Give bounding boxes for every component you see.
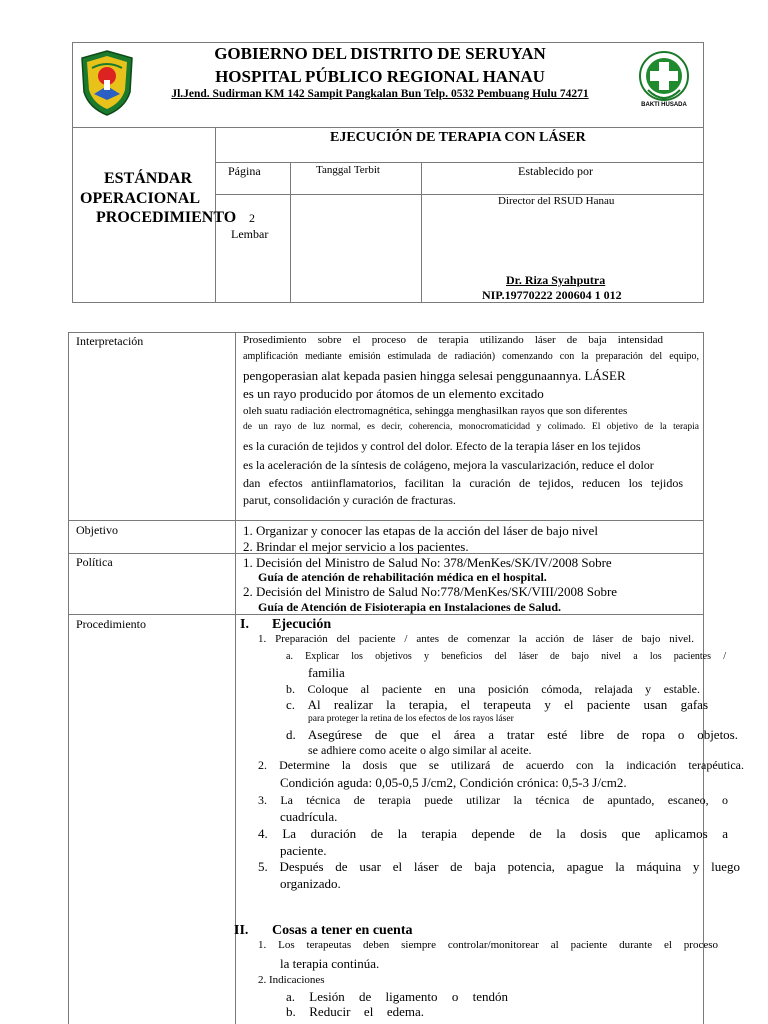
bakti-husada-logo-icon	[638, 50, 690, 116]
procedure-substep: a. Explicar los objetivos y beneficios del láser de bajo nivel a los pacientes /	[286, 651, 726, 662]
document-title: EJECUCIÓN DE TERAPIA CON LÁSER	[330, 130, 586, 145]
logo-caption: BAKTI HUSADA	[641, 102, 687, 108]
procedure-substep: d. Asegúrese de que el área a tratar esté libre de ropa o objetos.	[286, 727, 738, 742]
procedure-substep-cont: se adhiere como aceite o algo similar al aceite.	[308, 743, 532, 757]
header-address: Jl.Jend. Sudirman KM 142 Sampit Pangkalan Bun Telp. 0532 Pembuang Hulu 74271	[171, 88, 589, 100]
interpretation-line: es un rayo producido por átomos de un elemento excitado	[243, 386, 544, 401]
policy-item-detail: Guía de Atención de Fisioterapia en Instalaciones de Salud.	[258, 600, 562, 614]
interpretation-line: Prosedimiento sobre el proceso de terapia utilizando láser de baja intensidad	[243, 334, 663, 346]
header-title-1: GOBIERNO DEL DISTRITO DE SERUYAN	[214, 44, 546, 63]
indication-item: a. Lesión de ligamento o tendón	[286, 989, 508, 1004]
pages-number: 2	[249, 211, 255, 225]
section-2-number: II.	[234, 923, 249, 938]
interpretation-line: oleh suatu radiación electromagnética, sehingga menghasilkan rayos que son diferentes	[243, 405, 628, 417]
procedure-step-cont: organizado.	[280, 876, 341, 891]
procedure-step-cont: Condición aguda: 0,05-0,5 J/cm2, Condición crónica: 0,5-3 J/cm2.	[280, 775, 627, 790]
procedure-step: 1. Preparación del paciente / antes de comenzar la acción de láser de bajo nivel.	[258, 633, 694, 645]
procedure-step: 3. La técnica de terapia puede utilizar la técnica de apuntado, escaneo, o	[258, 793, 728, 807]
column-established: Establecido por	[518, 164, 593, 178]
consideration-item: 2. Indicaciones	[258, 974, 325, 986]
policy-label: Política	[76, 555, 113, 569]
header-title-2: HOSPITAL PÚBLICO REGIONAL HANAU	[215, 67, 545, 86]
interpretation-line: de un rayo de luz normal, es decir, coherencia, monocromaticidad y colimado. El objetivo de la terapia	[243, 422, 699, 432]
procedure-substep-cont: familia	[308, 665, 345, 680]
policy-item-detail: Guía de atención de rehabilitación médica en el hospital.	[258, 570, 547, 584]
signer-name: Dr. Riza Syahputra	[506, 273, 606, 287]
sop-label-line2: OPERACIONAL	[80, 190, 201, 207]
procedure-step: 5. Después de usar el láser de baja potencia, apague la máquina y luego	[258, 859, 740, 874]
objective-item: 1. Organizar y conocer las etapas de la acción del láser de bajo nivel	[243, 523, 598, 538]
section-1-number: I.	[240, 617, 249, 632]
procedure-substep: c. Al realizar la terapia, el terapeuta y el paciente usan gafas	[286, 697, 708, 712]
procedure-step-cont: paciente.	[280, 843, 327, 858]
director-title: Director del RSUD Hanau	[498, 195, 615, 207]
interpretation-label: Interpretación	[76, 334, 144, 348]
procedure-substep: b. Coloque al paciente en una posición cómoda, relajada y estable.	[286, 682, 700, 696]
objective-label: Objetivo	[76, 523, 118, 537]
regency-emblem-icon	[80, 50, 134, 116]
sop-label-line1: ESTÁNDAR	[104, 170, 193, 187]
policy-item: 2. Decisión del Ministro de Salud No:778/MenKes/SK/VIII/2008 Sobre	[243, 584, 618, 599]
consideration-item: 1. Los terapeutas deben siempre controlar/monitorear al paciente durante el proceso	[258, 939, 718, 951]
interpretation-line: es la curación de tejidos y control del dolor. Efecto de la terapia láser en los tejidos	[243, 439, 641, 453]
interpretation-line: es la aceleración de la síntesis de colágeno, mejora la vascularización, reduce el dolor	[243, 458, 654, 472]
section-2-title: Cosas a tener en cuenta	[272, 923, 413, 938]
procedure-step: 2. Determine la dosis que se utilizará de acuerdo con la indicación terapéutica.	[258, 758, 744, 772]
column-date: Tanggal Terbit	[316, 164, 380, 176]
signer-nip: NIP.19770222 200604 1 012	[482, 288, 622, 302]
procedure-step: 4. La duración de la terapia depende de la dosis que aplicamos a	[258, 826, 728, 841]
procedure-label: Procedimiento	[76, 617, 146, 631]
column-page: Página	[228, 164, 261, 178]
interpretation-line: parut, consolidación y curación de fracturas.	[243, 493, 456, 507]
objective-item: 2. Brindar el mejor servicio a los pacientes.	[243, 539, 469, 554]
procedure-substep-cont: para proteger la retina de los efectos de los rayos láser	[308, 714, 514, 724]
pages-unit: Lembar	[231, 227, 269, 241]
interpretation-line: amplificación mediante emisión estimulada de radiación) comenzando con la preparación del equipo,	[243, 351, 699, 362]
interpretation-line: pengoperasian alat kepada pasien hingga selesai penggunaannya. LÁSER	[243, 368, 626, 383]
procedure-step-cont: cuadrícula.	[280, 809, 338, 824]
sop-label-line3: PROCEDIMIENTO	[96, 209, 237, 226]
section-1-title: Ejecución	[272, 617, 332, 632]
indication-item: b. Reducir el edema.	[286, 1004, 424, 1019]
policy-item: 1. Decisión del Ministro de Salud No: 378/MenKes/SK/IV/2008 Sobre	[243, 555, 612, 570]
consideration-item-cont: la terapia continúa.	[280, 956, 380, 971]
interpretation-line: dan efectos antiinflamatorios, facilitan la curación de tejidos, reducen los tejidos	[243, 476, 683, 490]
